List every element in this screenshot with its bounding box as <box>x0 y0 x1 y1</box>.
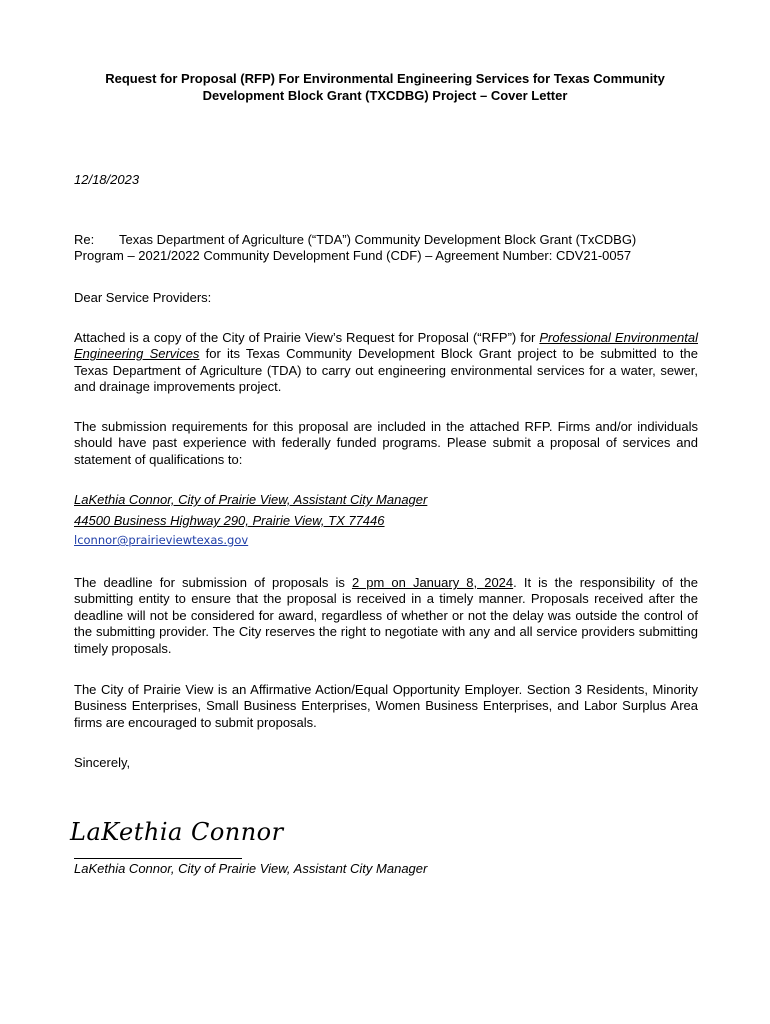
paragraph-1 <box>74 330 698 396</box>
letter-date: 12/18/2023 <box>74 172 140 187</box>
para1-text-after: for its Texas Community Development Block Grant project to be submitted to the Texas Department of Agriculture (TDA) to carry out engineering environmental services for a water, sewer, and drainage improvements project. <box>74 346 698 395</box>
contact-name: LaKethia Connor, City of Prairie View, Assistant City Manager <box>74 492 428 507</box>
para3-text-after: . It is the responsibility of the submitting entity to ensure that the proposal is received in a timely manner. Proposals received after the deadline will not be considered for award, regardless of whether or not the delay was outside the control of the submitting provider. The City reserves the right to negotiate with any and all service providers submitting timely proposals. <box>74 575 698 656</box>
salutation: Dear Service Providers: <box>74 290 212 305</box>
title-line-2: Development Block Grant (TXCDBG) Project – Cover Letter <box>202 88 568 103</box>
handwritten-signature: LaKethia Connor <box>70 818 284 846</box>
signature-line <box>74 858 242 859</box>
re-line-2: Program – 2021/2022 Community Development Fund (CDF) – Agreement Number: CDV21-0057 <box>74 248 632 264</box>
link-engineering-services[interactable]: Engineering Services <box>74 346 200 362</box>
para1-text-before: Attached is a copy of the City of Prairie View’s Request for Proposal (“RFP”) for <box>74 330 540 345</box>
re-line-1: Texas Department of Agriculture (“TDA”) Community Development Block Grant (TxCDBG) <box>119 232 637 247</box>
re-block <box>74 232 698 265</box>
closing: Sincerely, <box>74 755 131 770</box>
link-professional-environmental[interactable]: Professional Environmental <box>539 330 698 345</box>
letter-title <box>60 70 710 104</box>
re-label: Re: <box>74 232 95 247</box>
paragraph-2: The submission requirements for this proposal are included in the attached RFP. Firms and/or individuals should have past experience with federally funded programs. Please submit a proposal of services and statement of qualifications to: <box>74 419 698 467</box>
deadline-text: 2 pm on January 8, 2024 <box>351 575 514 590</box>
contact-address: 44500 Business Highway 290, Prairie View, TX 77446 <box>74 513 385 528</box>
signer-name: LaKethia Connor, City of Prairie View, Assistant City Manager <box>74 861 428 876</box>
para3-text-before: The deadline for submission of proposals is <box>74 575 352 590</box>
paragraph-4: The City of Prairie View is an Affirmative Action/Equal Opportunity Employer. Section 3 Residents, Minority Business Enterprises, Small Business Enterprises, Women Business Enterprises, and Labor Surplus Area firms are encouraged to submit proposals. <box>74 682 698 730</box>
paragraph-3 <box>74 575 698 657</box>
contact-email-link[interactable]: lconnor@prairieviewtexas.gov <box>74 533 249 547</box>
title-line-1: Request for Proposal (RFP) For Environmental Engineering Services for Texas Community <box>105 71 665 86</box>
